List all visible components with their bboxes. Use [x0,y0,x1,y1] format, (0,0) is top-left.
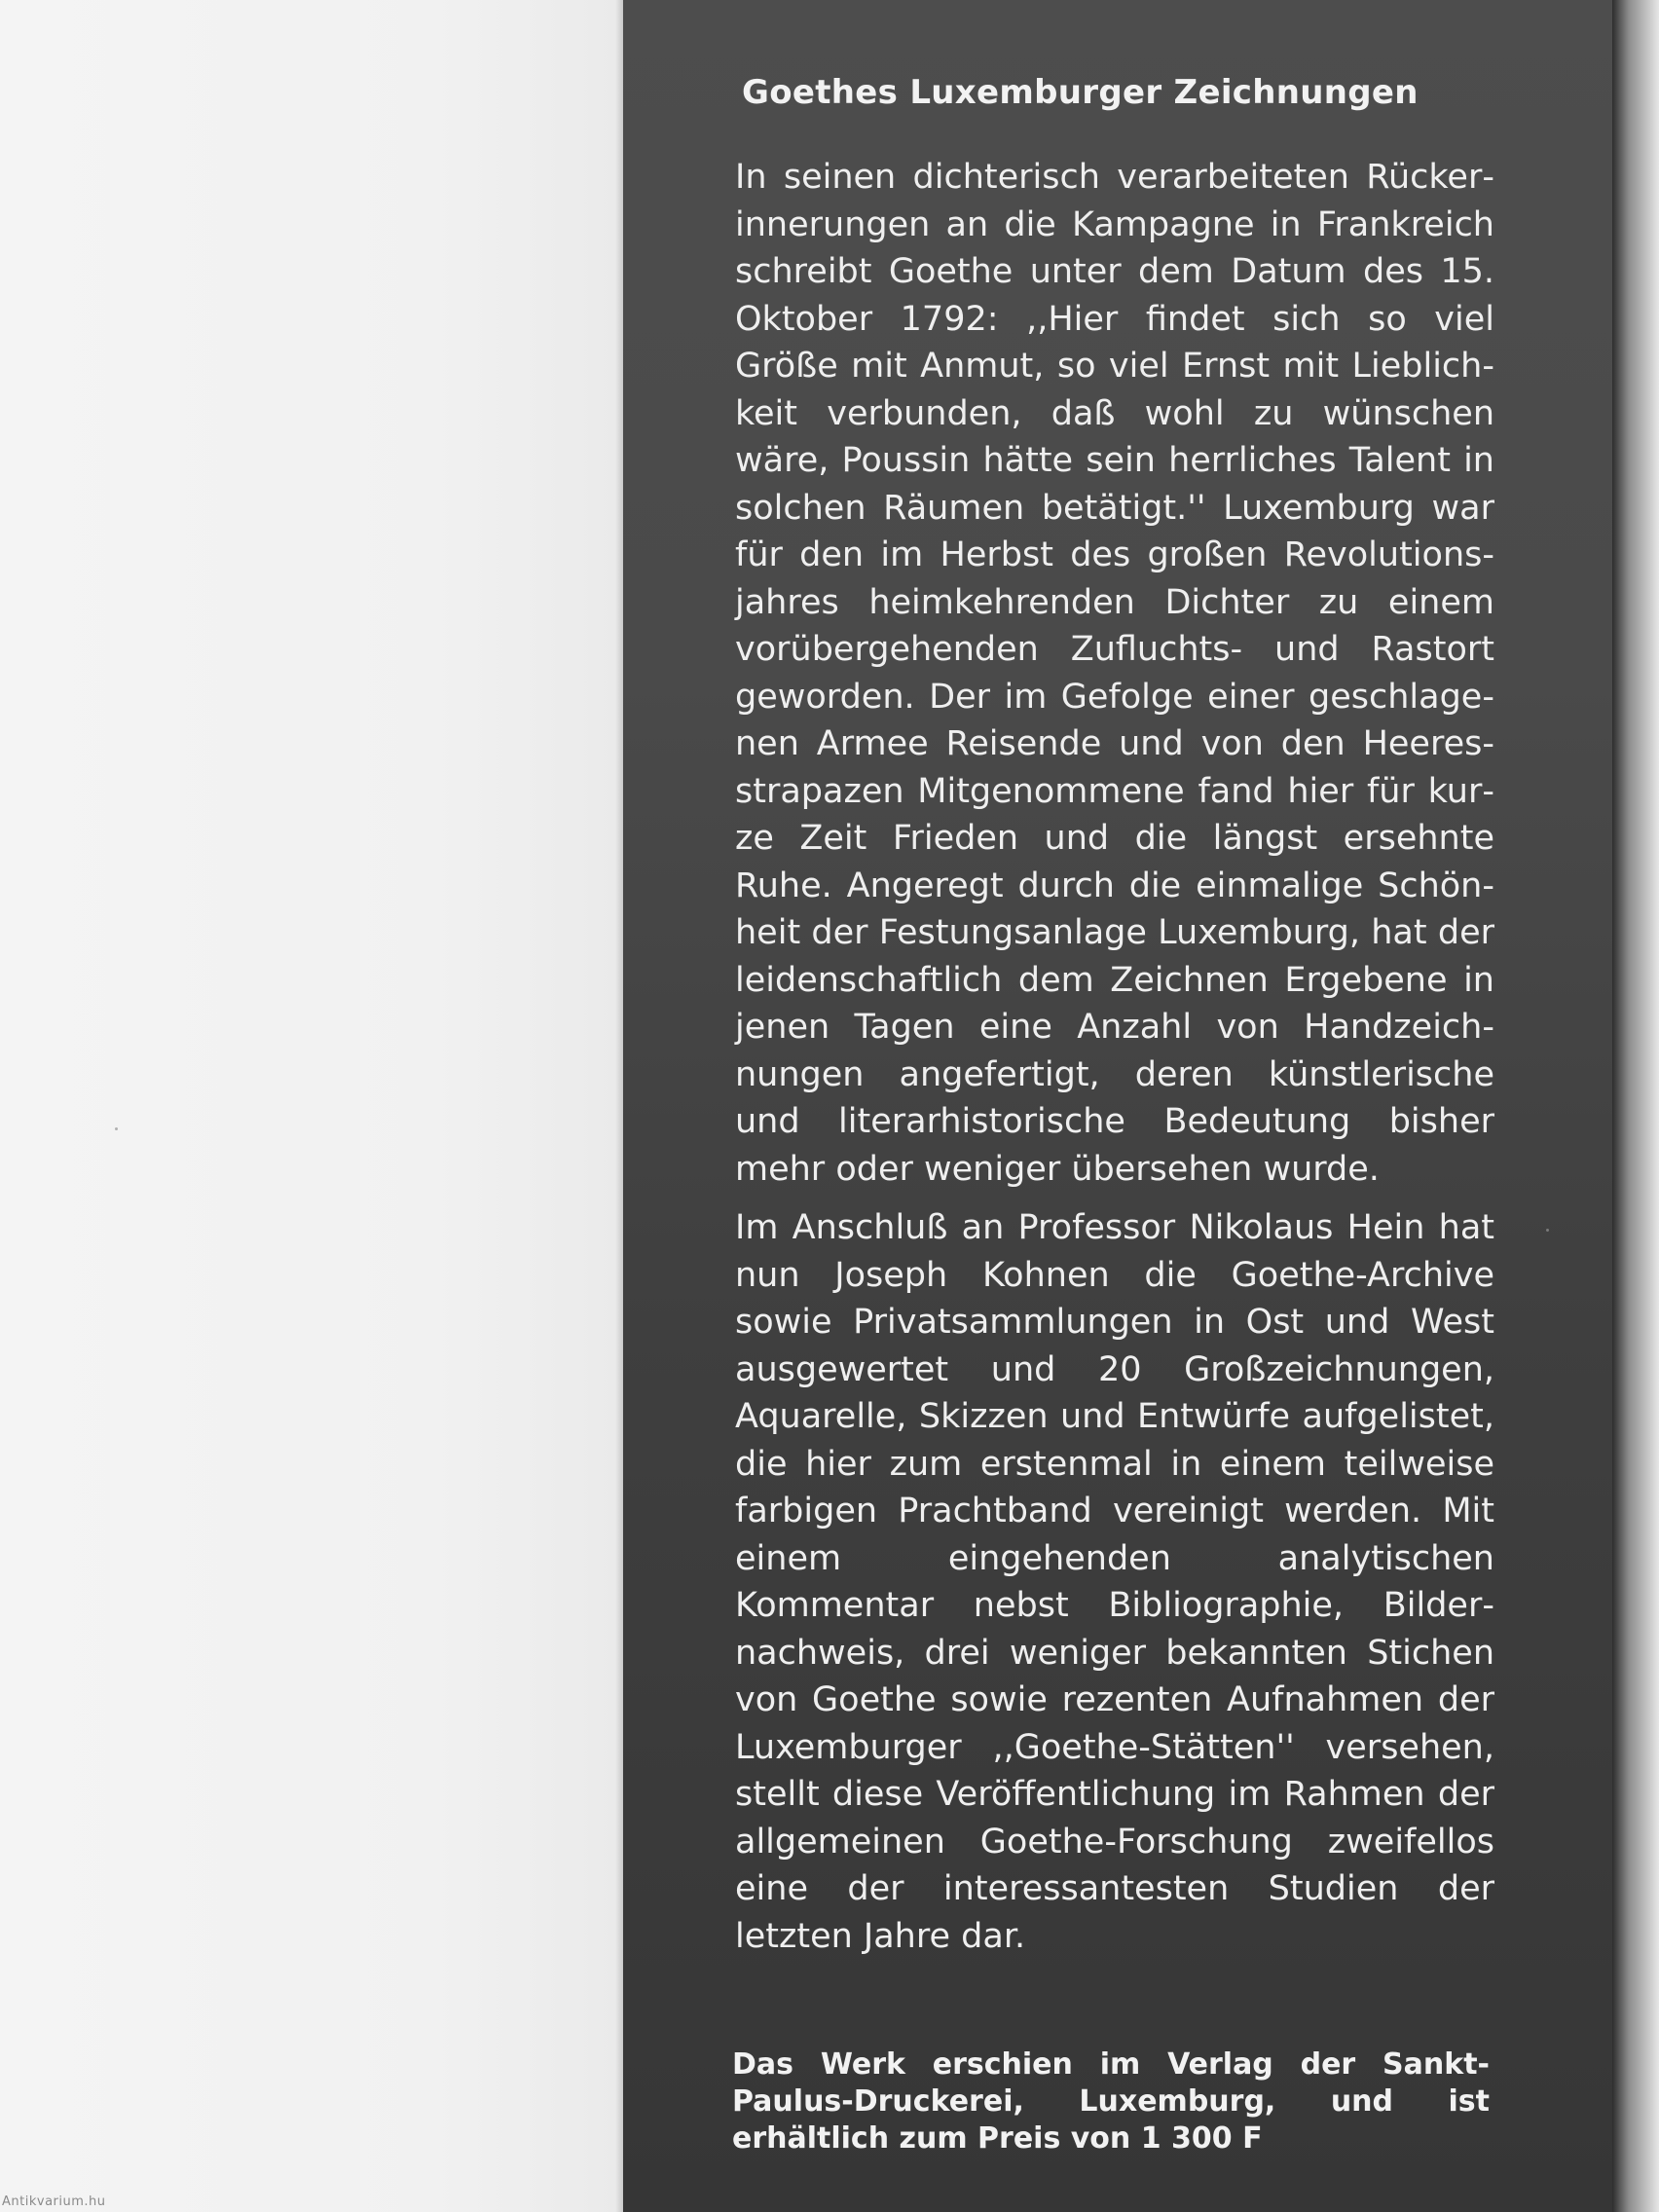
cover-body-text [735,154,1494,1960]
publisher-note: Das Werk erschien im Verlag der Sankt-Paulus-Druckerei, Luxemburg, und ist erhältlich zum Preis von 1 300 F [732,2047,1490,2156]
panel-right-edge [1612,0,1659,2212]
blank-left-page [0,0,623,2212]
body-paragraph-1: In seinen dichterisch verarbeiteten Rückerinnerungen an die Kampagne in Frankreich schreibt Goethe unter dem Datum des 15. Oktober 1792: ,,Hier findet sich so viel Größe mit Anmut, so viel Ernst mit Lieblichkeit verbunden, daß wohl zu wünschen wäre, Poussin hätte sein herrliches Talent in solchen Räumen betätigt.'' Luxemburg war für den im Herbst des großen Revolutionsjahres heimkehrenden Dichter zu einem vorübergehenden Zufluchts- und Rastort geworden. Der im Gefolge einer geschlagenen Armee Reisende und von den Heeresstrapazen Mitgenommene fand hier für kurze Zeit Frieden und die längst ersehnte Ruhe. Angeregt durch die einmalige Schönheit der Festungsanlage Luxemburg, hat der leidenschaftlich dem Zeichnen Ergebene in jenen Tagen eine Anzahl von Handzeichnungen angefertigt, deren künstlerische und literarhistorische Bedeutung bisher mehr oder weniger übersehen wurde. [735,158,1494,1189]
dust-speck [1546,1229,1549,1232]
body-paragraph-2: Im Anschluß an Professor Nikolaus Hein hat nun Joseph Kohnen die Goethe-Archive sowie Privatsammlungen in Ost und West ausgewertet und 20 Großzeichnungen, Aquarelle, Skizzen und Entwürfe aufgelistet, die hier zum erstenmal in einem teilweise farbigen Prachtband vereinigt werden. Mit einem eingehenden analytischen Kommentar nebst Bibliographie, Bildernachweis, drei weniger bekannten Stichen von Goethe sowie rezenten Aufnahmen der Luxemburger ,,Goethe-Stätten'' versehen, stellt diese Veröffentlichung im Rahmen der allgemeinen Goethe-Forschung zweifellos eine der interessantesten Studien der letzten Jahre dar. [735,1208,1494,1956]
dust-speck [115,1127,118,1130]
watermark-text: Antikvarium.hu [2,2194,106,2209]
cover-heading: Goethes Luxemburger Zeichnungen [742,73,1419,112]
